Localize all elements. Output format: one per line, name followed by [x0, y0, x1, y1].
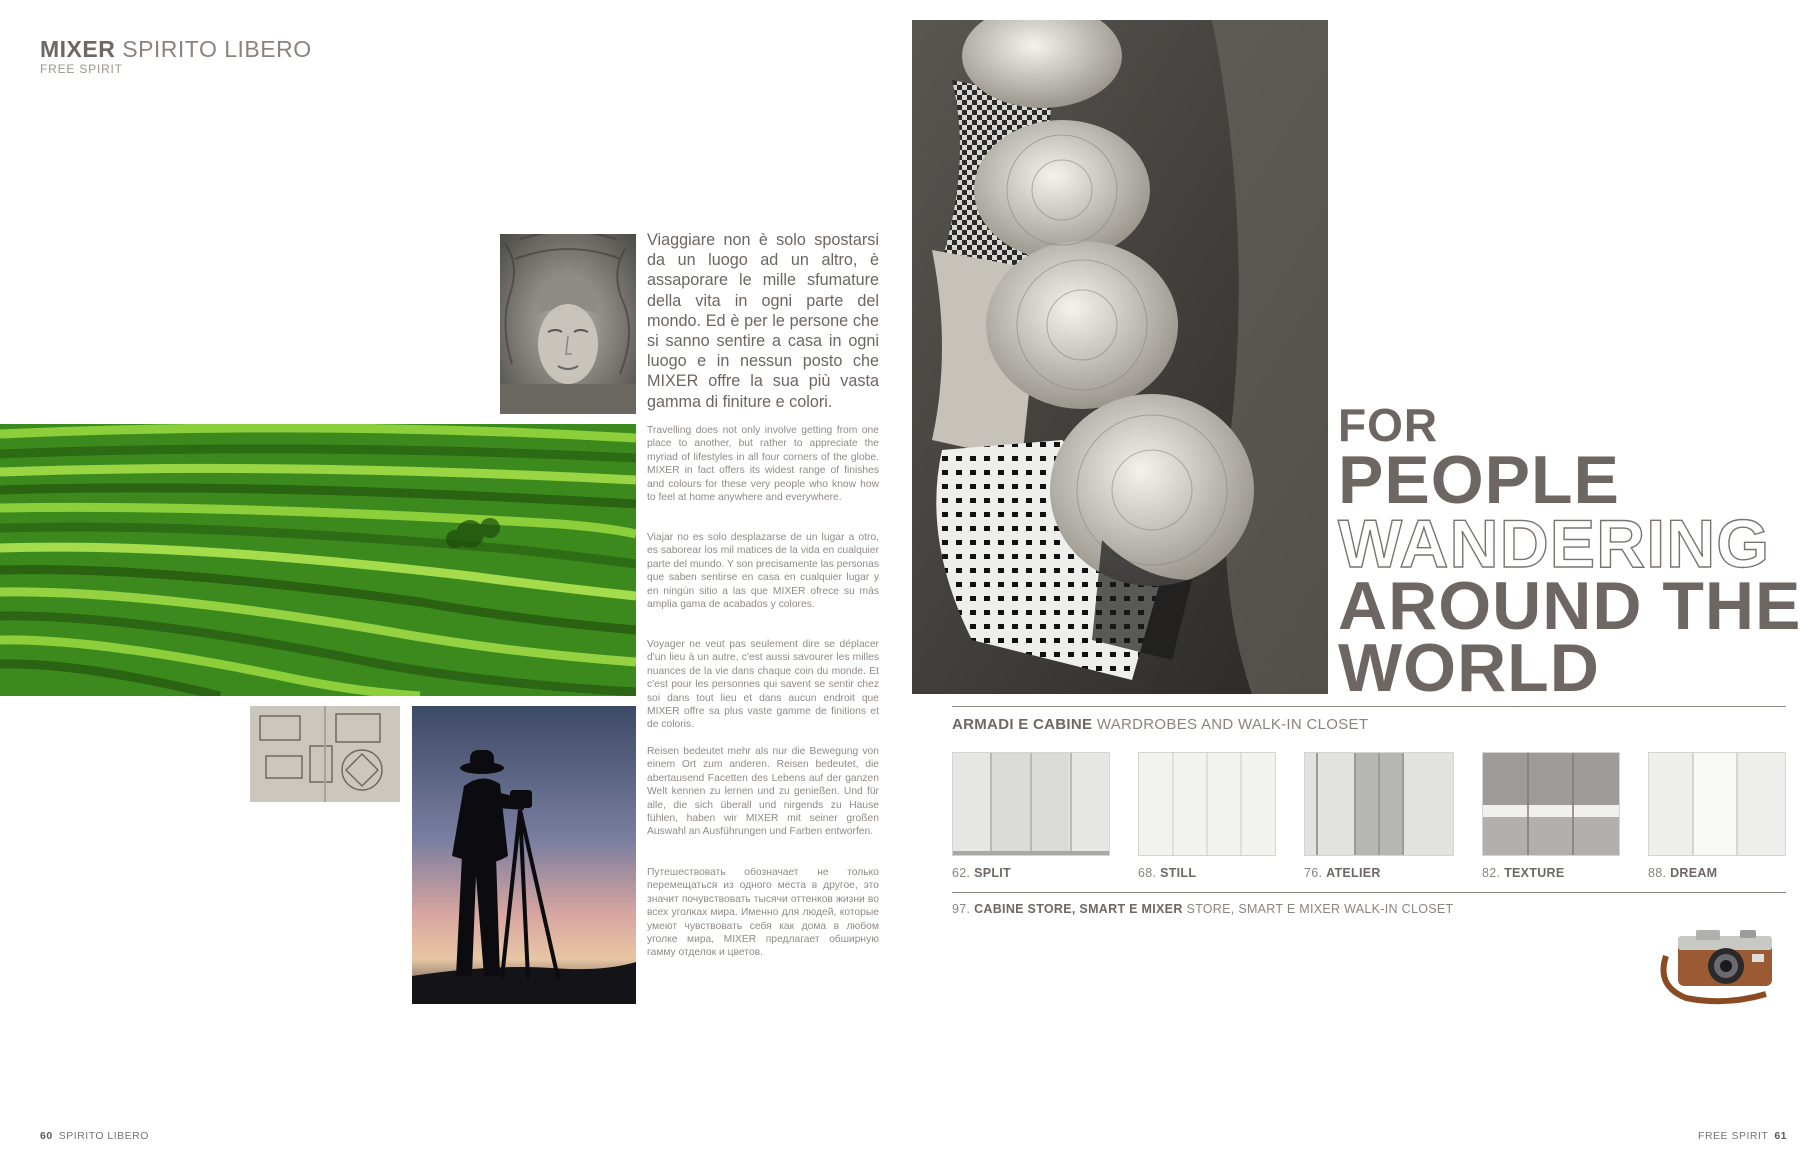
wardrobe-page-number: 88. — [1648, 866, 1667, 880]
vintage-camera-photo — [1656, 916, 1786, 1006]
wardrobe-atelier-thumbnail[interactable] — [1304, 752, 1454, 856]
footer-left-page-number: 60 — [40, 1130, 53, 1142]
photographer-sunset-photo — [412, 706, 636, 1004]
closet-page-number: 97. — [952, 902, 971, 916]
wardrobe-caption-atelier[interactable] — [1304, 866, 1381, 880]
headline-line-2: PEOPLE — [1338, 442, 1620, 518]
headline-line-4: AROUND THE — [1338, 568, 1802, 644]
collection-name: SPIRITO LIBERO — [122, 36, 312, 62]
closet-name-bold: CABINE STORE, SMART E MIXER — [974, 902, 1183, 916]
section-divider-bottom — [952, 892, 1786, 893]
section-title — [952, 716, 1368, 733]
walk-in-closet-line[interactable] — [952, 902, 1453, 916]
headline-line-5: WORLD — [1338, 630, 1600, 706]
wardrobe-texture-thumbnail[interactable] — [1482, 752, 1620, 856]
page-subtitle: FREE SPIRIT — [40, 62, 123, 76]
passport-stamps-photo — [250, 706, 400, 802]
wardrobe-page-number: 76. — [1304, 866, 1323, 880]
wardrobe-name: TEXTURE — [1504, 866, 1565, 880]
rice-terraces-photo — [0, 424, 636, 696]
wardrobe-split-thumbnail[interactable] — [952, 752, 1110, 856]
paragraph-german: Reisen bedeutet mehr als nur die Bewegung von einem Ort zum anderen. Reisen bedeutet, die abertausend Facetten des Lebens auf der ganzen Welt kennen zu lernen und zu genießen. Und für alle, die sich überall und nirgends zu Hause fühlen, haben wir MIXER mit seiner großen Auswahl an Ausführungen und Farben entworfen. — [647, 746, 879, 838]
paragraph-spanish: Viajar no es solo desplazarse de un lugar a otro, es saborear los mil matices de la vida en cualquier parte del mundo. Y son precisamente las personas que saben sentirse en casa en cualquier lugar y en ningún sitio a las que MIXER ofrece su más amplia gama de acabados y colores. — [647, 532, 880, 611]
wardrobe-page-number: 68. — [1138, 866, 1157, 880]
footer-right-label: FREE SPIRIT — [1698, 1130, 1769, 1142]
closet-name-rest: STORE, SMART E MIXER WALK-IN CLOSET — [1186, 902, 1454, 916]
paragraph-french: Voyager ne veut pas seulement dire se déplacer d'un lieu à un autre, c'est aussi savourer les milles nuances de la vie dans chaque coin du monde. Et c'est pour les personnes qui savent se sentir chez soi dans tout lieu et dans aucun endroit que MIXER offre sa plus vaste gamme de finitions et de coloris. — [647, 639, 879, 731]
footer-left-label: SPIRITO LIBERO — [58, 1130, 149, 1142]
wardrobe-page-number: 62. — [952, 866, 971, 880]
wardrobe-name: STILL — [1160, 866, 1197, 880]
conical-hats-photo — [912, 20, 1328, 694]
wardrobe-caption-still[interactable] — [1138, 866, 1196, 880]
wardrobe-page-number: 82. — [1482, 866, 1501, 880]
wardrobe-caption-texture[interactable] — [1482, 866, 1565, 880]
wardrobe-name: ATELIER — [1326, 866, 1381, 880]
intro-italian-text: Viaggiare non è solo spostarsi da un luogo ad un altro, è assaporare le mille sfumature della vita in ogni parte del mondo. Ed è per le persone che si sanno sentire a casa in ogni luogo e in nessun posto che MIXER offre la sua più vasta gamma di finiture e colori. — [647, 231, 879, 411]
brand-name: MIXER — [40, 36, 116, 62]
wardrobe-name: SPLIT — [974, 866, 1011, 880]
wardrobe-caption-split[interactable] — [952, 866, 1011, 880]
wardrobe-caption-dream[interactable] — [1648, 866, 1717, 880]
section-divider-top — [952, 706, 1786, 707]
footer-right-page-number: 61 — [1774, 1130, 1787, 1142]
buddha-statue-photo — [500, 234, 636, 414]
footer-left — [40, 1130, 149, 1142]
page-title — [40, 36, 312, 63]
section-title-bold: ARMADI E CABINE — [952, 716, 1093, 733]
wardrobe-dream-thumbnail[interactable] — [1648, 752, 1786, 856]
wardrobe-still-thumbnail[interactable] — [1138, 752, 1276, 856]
footer-right — [1698, 1130, 1787, 1142]
headline-line-1: FOR — [1338, 399, 1439, 451]
paragraph-english: Travelling does not only involve getting from one place to another, but rather to appreciate the myriad of lifestyles in all four corners of the globe. MIXER in fact offers its widest range of finishes and colours for these very people who know how to feel at home anywhere and everywhere. — [647, 425, 879, 504]
section-title-rest: WARDROBES AND WALK-IN CLOSET — [1096, 716, 1369, 733]
wardrobe-name: DREAM — [1670, 866, 1718, 880]
headline-line-3-outline: WANDERING — [1338, 506, 1771, 582]
paragraph-russian: Путешествовать обозначает не только перемещаться из одного места в другое, это значит почувствовать тысячи оттенков жизни во всех уголках мира. Именно для людей, которые умеют чувствовать себя как дома в любом уголке мира, MIXER предлагает обширную гамму отделок и цветов. — [647, 867, 879, 959]
